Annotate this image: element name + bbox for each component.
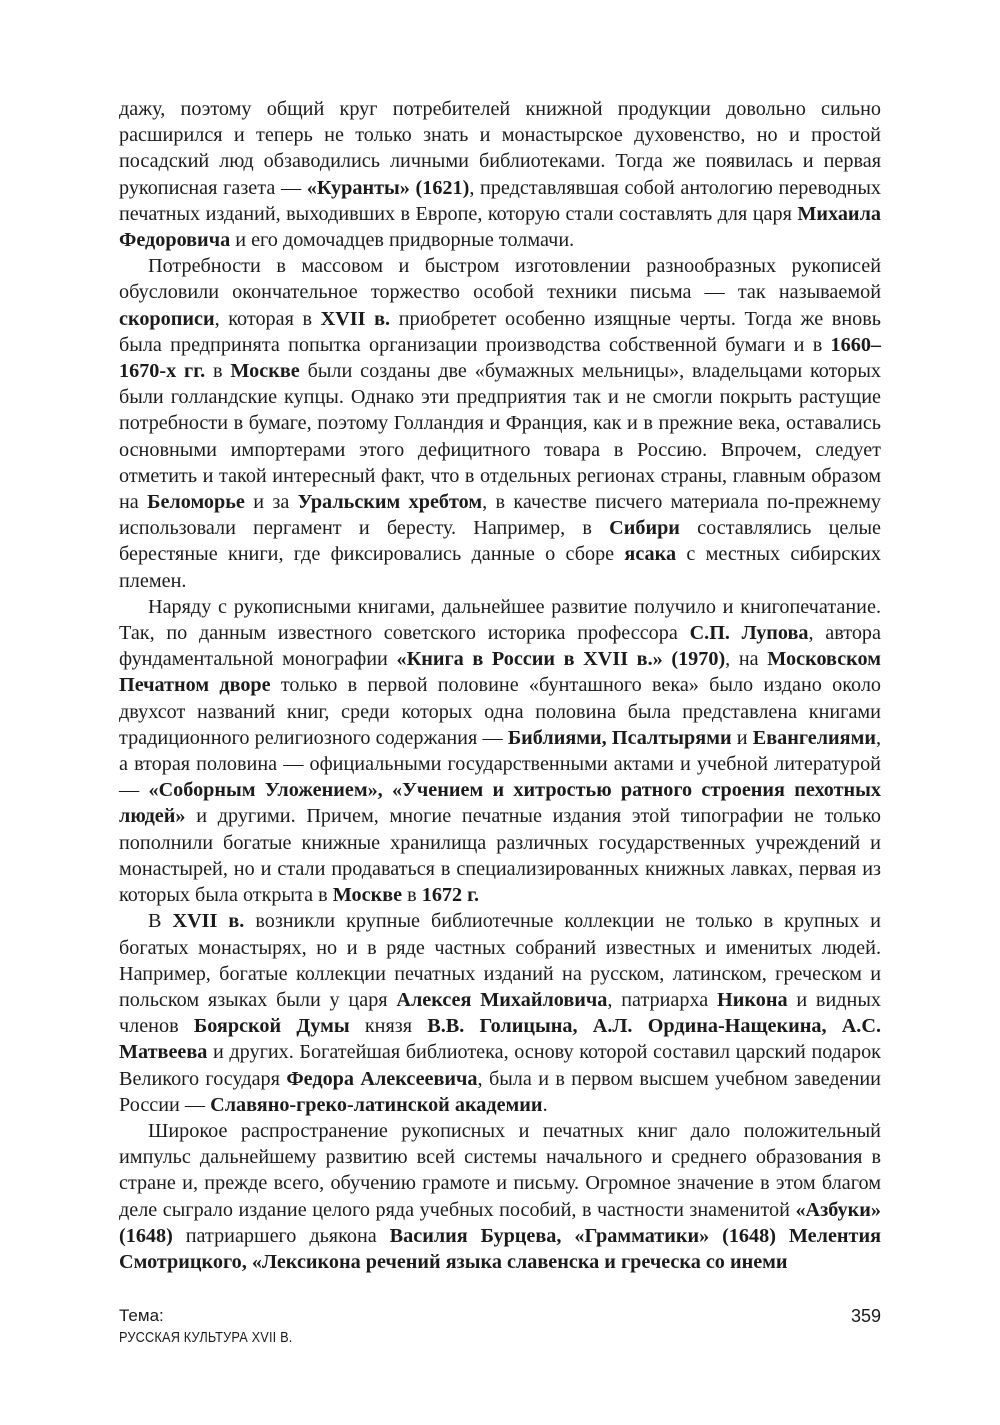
- topic-title: РУССКАЯ КУЛЬТУРА XVII В.: [119, 1329, 293, 1346]
- text-run: , патриарха: [607, 988, 718, 1011]
- paragraph-3: [119, 594, 881, 908]
- text-run: и за: [244, 491, 298, 514]
- text-run: Широкое распространение рукописных и печатных книг дало положительный импульс дальнейшему развитию всей системы начального и среднего образования в стране и, прежде всего, обучению грамоте и письму. Огромное значение в этом благом деле сыграло издание целого ряда учебных пособий, в частности знаменитой: [119, 1119, 881, 1221]
- text-run: , была и в первом высшем учебном заведении России —: [119, 1067, 881, 1116]
- bold-term: Боярской Думы: [193, 1015, 350, 1038]
- bold-term: 1672 г.: [421, 884, 480, 907]
- bold-term: скорописи: [119, 307, 215, 330]
- text-run: Наряду с рукописными книгами, дальнейшее развитие получило и книгопечатание. Так, по данным известного советского историка профессора: [119, 595, 881, 645]
- bold-term: Библиями, Псалтырями: [507, 726, 732, 749]
- text-run: только в первой половине «бунташного века» было издано около двухсот названий книг, среди которых одна половина была представлена книгами традиционного религиозного содержания —: [119, 674, 881, 749]
- page-number: 359: [850, 1306, 881, 1326]
- text-run: и видных членов: [119, 988, 882, 1038]
- bold-term: XVII в.: [320, 307, 391, 330]
- text-run: , представлявшая собой антологию переводных печатных изданий, выходивших в Европе, которую стали составлять для царя: [119, 176, 881, 225]
- text-run: возникли крупные библиотечные коллекции не только в крупных и богатых монастырях, но и в ряде частных собраний известных и именитых людей. Например, богатые коллекции печатных изданий на русском, латинском, греческом и польском языках были у царя: [119, 910, 881, 1011]
- bold-term: 1660–1670-х гг.: [119, 333, 881, 383]
- bold-term: Москве: [230, 360, 300, 383]
- text-run: патриаршего дьякона: [172, 1224, 390, 1247]
- text-run: князя: [349, 1015, 428, 1038]
- bold-term: «Куранты» (1621): [306, 176, 470, 199]
- bold-term: Славяно-греко-латинской академии: [210, 1093, 543, 1116]
- paragraph-4: [119, 908, 881, 1118]
- paragraph-1: [119, 96, 881, 253]
- bold-term: Евангелиями: [752, 726, 876, 749]
- bold-term: С.П. Лупова: [689, 622, 809, 645]
- text-run: и его домочадцев придворные толмачи.: [230, 229, 575, 252]
- bold-term: Московском Печатном дворе: [119, 648, 881, 697]
- text-run: были созданы две «бумажных мельницы», владельцами которых были голландские купцы. Однако эти предприятия так и не смогли покрыть растущие потребности в бумаге, поэтому Голландия и Франция, как и в прежние века, оставались основными импортерами этого дефицитного товара в Россию. Впрочем, следует отметить и такой интересный факт, что в отдельных регионах страны, главным образом на: [119, 360, 882, 514]
- bold-term: Беломорье: [147, 491, 245, 514]
- text-run: .: [542, 1093, 548, 1116]
- bold-term: «Азбуки» (1648): [119, 1198, 881, 1247]
- text-run: составлялись целые берестяные книги, где фиксировались данные о сборе: [119, 517, 881, 566]
- bold-term: XVII в.: [172, 910, 245, 933]
- page-body: [119, 96, 881, 1275]
- bold-term: Москве: [332, 884, 403, 907]
- text-run: дажу, поэтому общий круг потребителей книжной продукции довольно сильно расширился и теперь не только знать и монастырское духовенство, но и простой посадский люд обзаводились личными библиотеками. Тогда же появилась и первая рукописная газета —: [119, 98, 881, 199]
- bold-term: Федора Алексеевича: [286, 1067, 478, 1090]
- bold-term: «Соборным Уложением», «Учением и хитростью ратного строения пехотных людей»: [119, 779, 882, 828]
- bold-term: ясака: [624, 543, 677, 566]
- page-footer: [119, 1306, 881, 1356]
- text-run: , а вторая половина — официальными государственными актами и учебной литературой —: [119, 726, 882, 802]
- bold-term: Михаила Федоровича: [119, 202, 881, 252]
- topic-label: Тема:: [119, 1306, 164, 1325]
- text-run: в: [402, 884, 422, 907]
- text-run: в: [205, 360, 231, 383]
- text-run: , в качестве писчего материала по-прежнему использовали пергамент и бересту. Например, в: [119, 491, 881, 540]
- bold-term: В.В. Голицына, А.Л. Ордина-Нащекина, А.С. Матвеева: [119, 1015, 881, 1064]
- bold-term: Уральским хребтом: [297, 491, 483, 514]
- text-run: приобретет особенно изящные черты. Тогда же вновь была предпринята попытка организации производства собственной бумаги и в: [119, 307, 881, 356]
- text-run: , автора фундаментальной монографии: [119, 622, 881, 671]
- bold-term: Сибири: [609, 517, 680, 540]
- text-run: Потребности в массовом и быстром изготовлении разнообразных рукописей обусловили окончательное торжество особой техники письма — так называемой: [119, 255, 881, 304]
- paragraph-2: [119, 253, 881, 594]
- paragraph-5: [119, 1118, 881, 1275]
- text-run: , которая в: [214, 307, 321, 330]
- text-run: , на: [725, 648, 768, 671]
- text-run: и: [731, 726, 753, 749]
- text-run: В: [148, 910, 173, 933]
- bold-term: «Книга в России в XVII в.» (1970): [396, 648, 726, 671]
- bold-term: Никона: [717, 988, 788, 1011]
- bold-term: Алексея Михайловича: [396, 988, 608, 1011]
- text-run: и других. Богатейшая библиотека, основу которой составил царский подарок Великого государя: [119, 1041, 881, 1090]
- text-run: с местных сибирских племен.: [119, 543, 881, 592]
- text-run: и другими. Причем, многие печатные издания этой типографии не только пополнили богатые книжные хранилища различных государственных учреждений и монастырей, но и стали продаваться в специализированных книжных лавках, первая из которых была открыта в: [119, 805, 881, 907]
- bold-term: Василия Бурцева, «Грамматики» (1648) Мелентия Смотрицкого, «Лексикона речений языка славенска и греческа со инеми: [119, 1224, 882, 1273]
